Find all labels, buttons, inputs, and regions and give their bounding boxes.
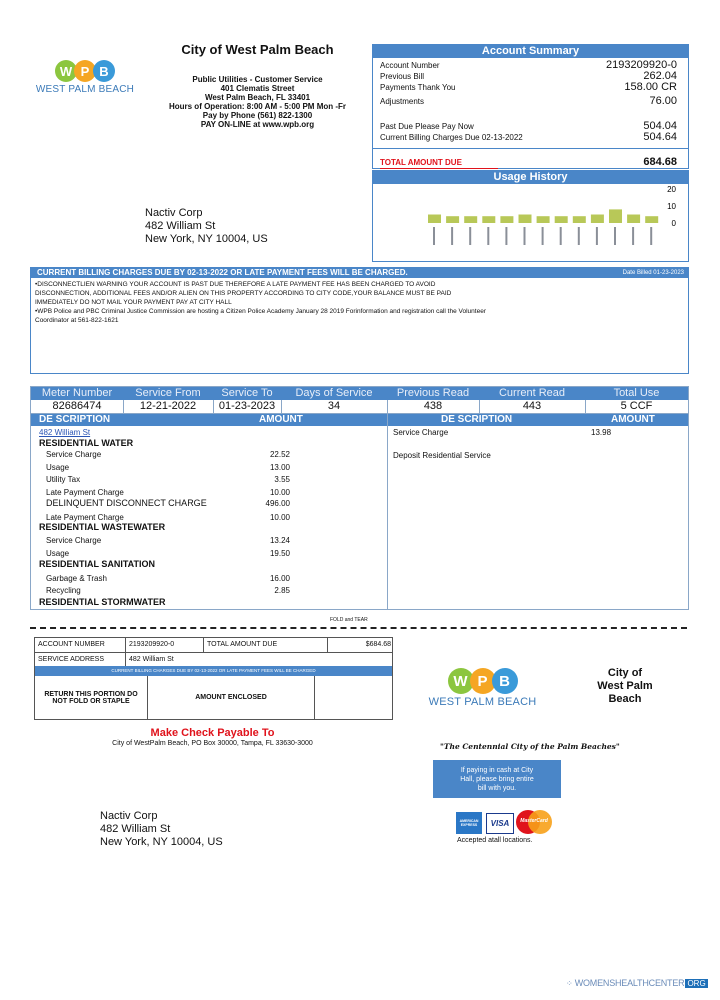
logo-circles (420, 668, 545, 694)
tagline: "The Centennial City of the Palm Beaches" (440, 742, 620, 751)
summary-label: Adjustments (380, 97, 425, 106)
usage-month-label (505, 227, 507, 245)
line-item-amount: 19.50 (269, 549, 290, 558)
meter-value-cell: 438 (387, 400, 480, 413)
line-item-label: Late Payment Charge (46, 513, 124, 522)
summary-row-adjustments (380, 97, 683, 106)
stub-total-label: TOTAL AMOUNT DUE (204, 638, 328, 652)
meter-header-cell: Total Use (613, 387, 660, 399)
fold-dashed-line (30, 627, 687, 629)
logo-circle-p: P (470, 668, 496, 694)
line-item-label: Usage (46, 463, 70, 472)
stub-return-cell (35, 676, 148, 719)
stub-service-label: SERVICE ADDRESS (35, 653, 126, 666)
usage-month-label (650, 227, 652, 245)
line-item-amount: 22.52 (269, 450, 290, 459)
notice-line: IMMEDIATELY DO NOT MAIL YOUR PAYMENT PAY AT CITY HALL (35, 299, 232, 306)
line-item-amount: 13.24 (269, 536, 290, 545)
customer-name: Nactiv Corp (145, 207, 203, 219)
fold-text: FOLD and TEAR (330, 617, 368, 623)
notice-line: •WPB Police and PBC Criminal Justice Commission are hosting a Citizen Police Academy January 28 2019 Forinformation and registration call the Volunteer (35, 308, 486, 315)
line-item-amount: 496.00 (265, 499, 290, 508)
summary-row-payments (380, 83, 683, 92)
summary-label: Payments Thank You (380, 83, 456, 92)
meter-value-cell: 82686474 (31, 400, 124, 413)
stub-total-value: $684.68 (365, 641, 391, 648)
stub-banner: CURRENT BILLING CHARGES DUE BY 02-13-2022 OR LATE PAYMENT FEES WILL BE CHARGED (35, 666, 392, 676)
summary-label: Current Billing Charges Due 02-13-2022 (380, 133, 523, 142)
meter-value-cell: 34 (281, 400, 388, 413)
stub-amount-entry[interactable] (315, 676, 392, 719)
stub-amount-cell (148, 676, 315, 719)
summary-value: 504.04 (643, 120, 677, 132)
watermark-text: WOMENSHEALTHCENTER (574, 978, 685, 988)
summary-label: Past Due Please Pay Now (380, 122, 474, 131)
details-divider (387, 414, 388, 609)
watermark-dots-icon: ⁘ (566, 978, 573, 988)
stub-row-account (35, 638, 392, 653)
stub-city-line: Beach (608, 693, 642, 705)
line-item-label: Recycling (46, 586, 81, 595)
line-item-amount: 2.85 (274, 586, 290, 595)
watermark (566, 978, 708, 988)
usage-bar (555, 216, 568, 223)
summary-value: 158.00 CR (624, 81, 677, 93)
usage-bar (609, 209, 622, 223)
line-item-amount: 10.00 (269, 488, 290, 497)
usage-bar (519, 215, 532, 224)
usage-month-label (487, 227, 489, 245)
stub-row-service (35, 653, 392, 666)
date-billed: Date Billed 01-23-2023 (622, 270, 684, 276)
dept-line: Public Utilities - Customer Service (192, 75, 323, 84)
stub-service-value: 482 William St (129, 656, 174, 663)
usage-month-label (632, 227, 634, 245)
usage-month-label (578, 227, 580, 245)
usage-bar (482, 216, 495, 223)
summary-label: Account Number (380, 61, 440, 70)
usage-month-label (451, 227, 453, 245)
notice-line: •DISCONNECTLIEN WARNING YOUR ACCOUNT IS PAST DUE THEREFORE A LATE PAYMENT FEE HAS BEEN CHARGED TO AVOID (35, 281, 436, 288)
line-item-label: Late Payment Charge (46, 488, 124, 497)
desc-header-left: DE SCRIPTION (39, 414, 111, 425)
meter-value-cell: 01-23-2023 (213, 400, 282, 413)
stub-account-label: ACCOUNT NUMBER (35, 638, 126, 652)
usage-history (372, 170, 689, 262)
section-stormwater-title: RESIDENTIAL STORMWATER (39, 597, 166, 607)
header-block (140, 42, 375, 129)
meter-header-row (31, 387, 688, 400)
usage-month-label (433, 227, 435, 245)
summary-title: Account Summary (373, 45, 688, 58)
notice-box (30, 267, 689, 374)
stub-account-value: 2193209920-0 (126, 638, 204, 652)
account-summary (372, 44, 689, 169)
customer-address-stub (100, 810, 223, 849)
visa-text: VISA (490, 819, 510, 828)
meter-header-cell: Service From (135, 387, 201, 399)
summary-value: 262.04 (643, 70, 677, 82)
usage-bar (500, 216, 513, 223)
mastercard-logo (516, 810, 552, 834)
cash-note (433, 760, 561, 798)
summary-value: 504.64 (643, 131, 677, 143)
logo-caption: WEST PALM BEACH (35, 84, 135, 95)
watermark-suffix: ORG (687, 978, 706, 988)
summary-divider (373, 148, 688, 149)
visa-logo (486, 813, 514, 834)
logo-circle-b: B (492, 668, 518, 694)
line-item-amount: 16.00 (269, 574, 290, 583)
meter-header-cell: Meter Number (41, 387, 113, 399)
stub-city-name (585, 667, 665, 706)
logo-circles (30, 60, 140, 82)
right-item-label: Deposit Residential Service (393, 451, 491, 460)
usage-month-label (524, 227, 526, 245)
meter-header-cell: Days of Service (295, 387, 373, 399)
amount-header-left: AMOUNT (259, 414, 303, 425)
customer-street: 482 William St (100, 823, 171, 835)
meter-value-cell: 12-21-2022 (123, 400, 214, 413)
meter-value-cell: 5 CCF (620, 400, 653, 412)
usage-bar (591, 215, 604, 224)
amount-header-right: AMOUNT (611, 414, 655, 425)
right-item-amount: 13.98 (591, 428, 612, 437)
notice-line: Coordinator at 561-822-1621 (35, 317, 119, 324)
city-line: West Palm Beach, FL 33401 (204, 93, 311, 102)
notice-banner (31, 268, 688, 278)
line-item-label: DELINQUENT DISCONNECT CHARGE (46, 498, 207, 508)
meter-header-cell: Current Read (498, 387, 566, 399)
city-title: City of West Palm Beach (181, 42, 334, 57)
right-item-label: Service Charge (393, 428, 449, 437)
customer-address (145, 207, 268, 246)
stub-city-line: City of (607, 667, 643, 679)
usage-y-tick: 0 (671, 219, 676, 228)
notice-line: DISCONNECTION, ADDITIONAL FEES AND/OR ALIEN ON THIS PROPERTY ACCORDING TO CITY CODE,YOUR BALANCE MUST BE PAID (35, 290, 452, 297)
usage-bar (645, 216, 658, 223)
amex-logo (456, 812, 482, 834)
stub-amount-enclosed: AMOUNT ENCLOSED (195, 694, 267, 701)
usage-month-label (614, 227, 616, 245)
logo-circle-w: W (55, 60, 77, 82)
usage-bar (428, 215, 441, 224)
meter-value-cell: 443 (479, 400, 586, 413)
wpb-logo-top (30, 60, 140, 95)
meter-header-cell: Service To (221, 387, 273, 399)
usage-bar (446, 216, 459, 223)
logo-circle-w: W (448, 668, 474, 694)
line-item-label: Service Charge (46, 450, 102, 459)
customer-city: New York, NY 10004, US (145, 233, 268, 245)
usage-month-label (542, 227, 544, 245)
summary-value: 2193209920-0 (606, 59, 677, 71)
phone-line: Pay by Phone (561) 822-1300 (202, 111, 313, 120)
line-item-label: Usage (46, 549, 70, 558)
usage-bar (627, 215, 640, 224)
usage-month-label (596, 227, 598, 245)
summary-total-label: TOTAL AMOUNT DUE (380, 158, 462, 167)
logo-circle-p: P (74, 60, 96, 82)
usage-y-tick: 10 (667, 202, 676, 211)
mastercard-text: MasterCard (520, 818, 548, 824)
usage-bar (573, 216, 586, 223)
description-header-row (31, 414, 688, 426)
summary-value: 76.00 (649, 95, 677, 107)
customer-street: 482 William St (145, 220, 216, 232)
line-item-amount: 13.00 (269, 463, 290, 472)
meter-details (30, 386, 689, 610)
wpb-logo-stub (420, 668, 545, 708)
usage-title: Usage History (373, 171, 688, 184)
meter-values-row (31, 400, 688, 414)
logo-circle-b: B (93, 60, 115, 82)
summary-row-previous (380, 72, 683, 81)
usage-chart (373, 184, 688, 260)
line-item-label: Garbage & Trash (46, 574, 107, 583)
section-water-title: RESIDENTIAL WATER (39, 438, 134, 448)
stub-return-text: RETURN THIS PORTION DO NOT FOLD OR STAPLE (44, 690, 138, 705)
usage-month-label (560, 227, 562, 245)
desc-header-right: DE SCRIPTION (441, 414, 513, 425)
payable-block (60, 727, 365, 747)
summary-row-current (380, 133, 683, 142)
usage-y-tick: 20 (667, 185, 676, 194)
line-item-amount: 3.55 (274, 475, 290, 484)
amex-text: AMERICAN EXPRESS (459, 819, 479, 827)
summary-row-account (380, 61, 683, 70)
summary-total-value: 684.68 (643, 156, 677, 168)
summary-total-underline (380, 168, 498, 169)
logo-caption: WEST PALM BEACH (428, 696, 537, 708)
line-item-amount: 10.00 (269, 513, 290, 522)
meter-header-cell: Previous Read (396, 387, 470, 399)
street-line: 401 Clematis Street (220, 84, 295, 93)
payable-title: Make Check Payable To (150, 727, 275, 739)
notice-title: CURRENT BILLING CHARGES DUE BY 02-13-2022 OR LATE PAYMENT FEES WILL BE CHARGED. (37, 268, 408, 277)
line-item-label: Utility Tax (46, 475, 81, 484)
section-sanitation-title: RESIDENTIAL SANITATION (39, 559, 156, 569)
service-address-link[interactable]: 482 William St (39, 428, 91, 437)
line-item-label: Service Charge (46, 536, 102, 545)
hours-line: Hours of Operation: 8:00 AM - 5:00 PM Mon -Fr (168, 102, 347, 111)
online-line: PAY ON-LINE at www.wpb.org (200, 120, 315, 129)
summary-label: Previous Bill (380, 72, 425, 81)
customer-name: Nactiv Corp (100, 810, 158, 822)
stub-city-line: West Palm (597, 680, 653, 692)
usage-month-label (469, 227, 471, 245)
payment-stub (34, 637, 393, 720)
usage-bar (464, 216, 477, 223)
cash-note-text: If paying in cash at City Hall, please bring entire bill with you. (460, 766, 534, 792)
usage-bar (537, 216, 550, 223)
summary-row-past-due (380, 122, 683, 131)
section-wastewater-title: RESIDENTIAL WASTEWATER (39, 522, 166, 532)
payable-address: City of WestPalm Beach, PO Box 30000, Tampa, FL 33630-3000 (112, 740, 313, 747)
customer-city: New York, NY 10004, US (100, 836, 223, 848)
accepted-text: Accepted atall locations. (457, 837, 533, 844)
notice-body (31, 278, 688, 327)
